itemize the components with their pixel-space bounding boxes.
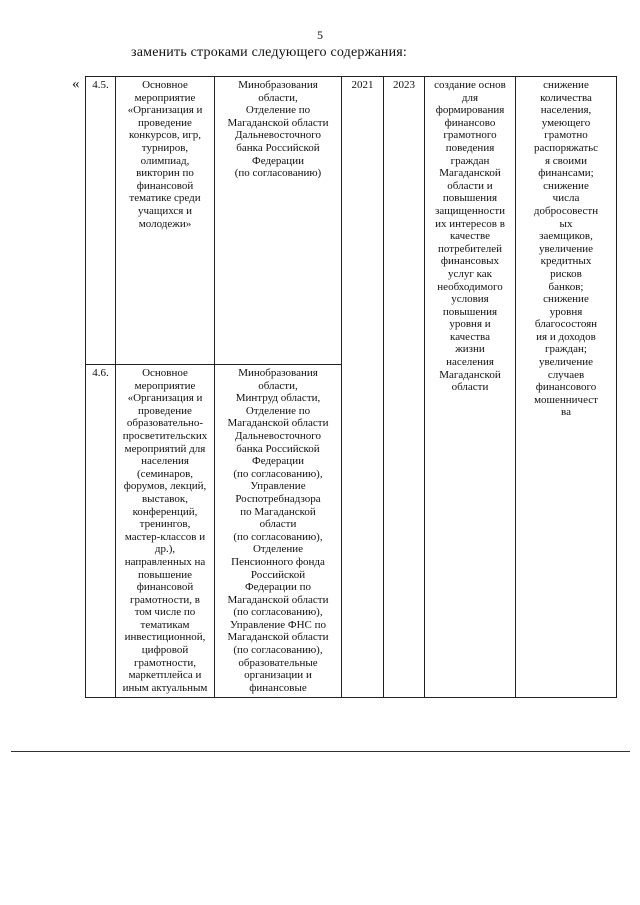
horizontal-rule <box>11 751 630 752</box>
risk-indicators-cell: снижение количества населения, умеющего грамотно распоряжатьс я своими финансами; снижение числа добросовестн ых заемщиков, увеличение кредитных рисков банков; снижение уровня благосостоян ия и доходов граждан; увеличение случаев финансового мошенничест ва <box>516 77 617 698</box>
opening-quote-mark: « <box>72 76 80 92</box>
page-heading: заменить строками следующего содержания: <box>131 45 408 60</box>
page-number: 5 <box>317 28 323 42</box>
activities-table <box>85 76 617 698</box>
row-number: 4.6. <box>86 365 116 698</box>
expected-result-cell: создание основ для формирования финансово грамотного поведения граждан Магаданской области и повышения защищенности их интересов в качестве потребителей финансовых услуг как необходимого условия повышения уровня и качества жизни населения Магаданской области <box>425 77 516 698</box>
row-number: 4.5. <box>86 77 116 365</box>
activity-cell: Основное мероприятие «Организация и проведение образовательно- просветительских мероприятий для населения (семинаров, форумов, лекций, выставок, конференций, тренингов, мастер-классов и др.), направленных на повышение финансовой грамотности, в том числе по тематикам инвестиционной, цифровой грамотности, маркетплейса и иным актуальным <box>116 365 215 698</box>
table-row <box>86 77 617 365</box>
executors-cell: Минобразования области, Отделение по Магаданской области Дальневосточного банка Российской Федерации (по согласованию) <box>215 77 342 365</box>
start-year-cell: 2021 <box>342 77 384 698</box>
activity-cell: Основное мероприятие «Организация и проведение конкурсов, игр, турниров, олимпиад, викторин по финансовой тематике среди учащихся и молодежи» <box>116 77 215 365</box>
executors-cell: Минобразования области, Минтруд области, Отделение по Магаданской области Дальневосточного банка Российской Федерации (по согласованию), Управление Роспотребнадзора по Магаданской области (по согласованию), Отделение Пенсионного фонда Российской Федерации по Магаданской области (по согласованию), Управление ФНС по Магаданской области (по согласованию), образовательные организации и финансовые <box>215 365 342 698</box>
end-year-cell: 2023 <box>384 77 425 698</box>
